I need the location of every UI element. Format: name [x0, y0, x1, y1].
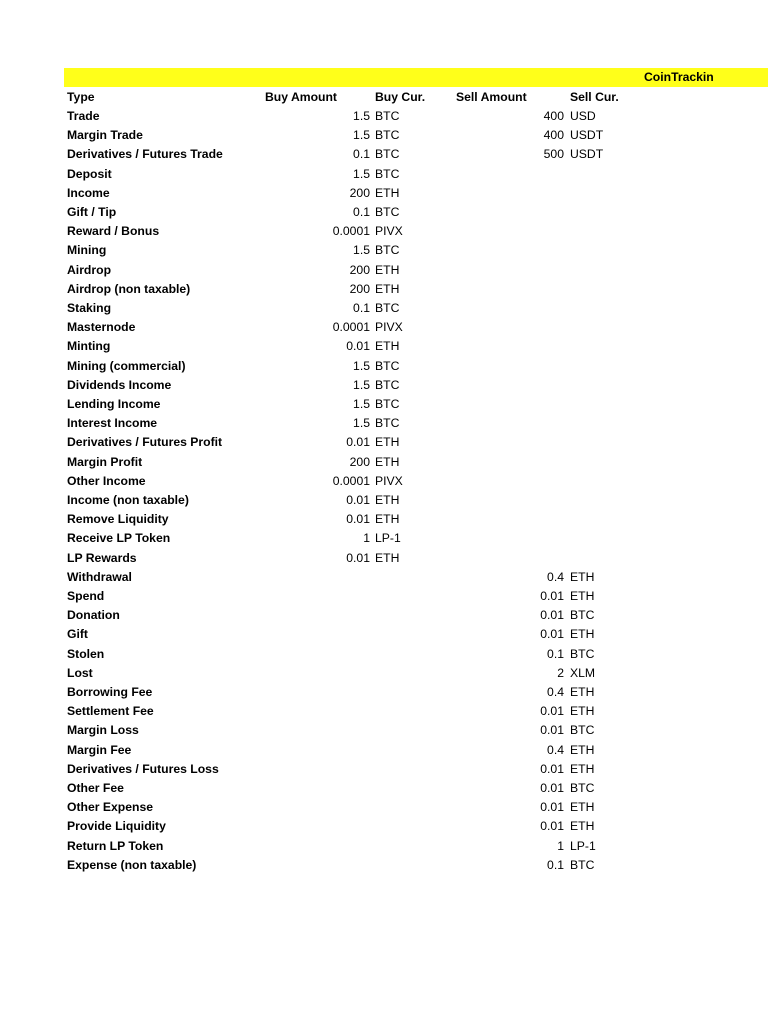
row-sell-cur: BTC [570, 781, 595, 795]
row-buy-amount: 0.01 [346, 339, 370, 354]
row-buy-amount: 0.1 [353, 205, 370, 219]
row-sell-amount: 0.1 [547, 646, 564, 661]
row-buy-amount: 200 [349, 454, 370, 469]
row-buy-cur: ETH [375, 435, 400, 450]
table-row [0, 741, 768, 760]
row-type: Reward / Bonus [67, 224, 160, 239]
row-type: Margin Profit [67, 454, 143, 469]
row-sell-amount: 0.01 [540, 800, 564, 815]
row-sell-cur: ETH [570, 704, 595, 719]
row-sell-amount: 0.1 [547, 857, 564, 872]
row-buy-amount: 0.01 [346, 512, 370, 527]
row-buy-cur: LP-1 [375, 531, 401, 546]
row-sell-cur: LP-1 [570, 838, 596, 853]
row-sell-amount: 0.01 [540, 781, 564, 795]
row-buy-cur: BTC [375, 147, 400, 162]
row-buy-cur: ETH [375, 493, 400, 507]
row-sell-amount: 400 [543, 109, 564, 123]
row-sell-amount: 0.4 [547, 742, 564, 757]
row-type: Margin Trade [67, 128, 143, 143]
row-buy-amount: 0.01 [346, 493, 370, 507]
row-sell-cur: ETH [570, 742, 595, 757]
header-buy-amount: Buy Amount [265, 90, 337, 104]
row-buy-cur: ETH [375, 262, 400, 277]
row-sell-amount: 0.4 [547, 569, 564, 584]
row-type: Spend [67, 589, 105, 603]
row-type: Derivatives / Futures Loss [67, 761, 219, 776]
row-buy-cur: PIVX [375, 473, 403, 488]
row-sell-amount: 0.4 [547, 685, 564, 699]
row-type: Minting [67, 339, 111, 354]
row-sell-cur: ETH [570, 589, 595, 603]
row-type: Lending Income [67, 397, 161, 411]
table-row [0, 318, 768, 337]
table-row [0, 337, 768, 356]
row-buy-amount: 200 [349, 185, 370, 200]
table-row [0, 587, 768, 606]
row-sell-cur: BTC [570, 608, 595, 623]
row-buy-cur: BTC [375, 397, 400, 411]
row-buy-amount: 200 [349, 262, 370, 277]
row-sell-amount: 0.01 [540, 589, 564, 603]
table-row [0, 529, 768, 548]
row-type: Income [67, 185, 110, 200]
header-buy-cur: Buy Cur. [375, 90, 426, 104]
table-row [0, 395, 768, 414]
row-type: Gift [67, 627, 88, 642]
row-type: Receive LP Token [67, 531, 171, 546]
row-sell-cur: USDT [570, 147, 604, 162]
row-buy-cur: ETH [375, 550, 400, 565]
table-row [0, 510, 768, 529]
row-buy-amount: 0.1 [353, 301, 370, 315]
row-type: Mining (commercial) [67, 358, 186, 373]
row-buy-amount: 0.0001 [332, 473, 370, 488]
row-buy-cur: BTC [375, 205, 400, 219]
row-sell-cur: XLM [570, 665, 596, 680]
row-buy-cur: PIVX [375, 320, 403, 335]
table-row [0, 702, 768, 721]
row-buy-amount: 0.1 [353, 147, 370, 162]
row-buy-cur: BTC [375, 416, 400, 431]
table-row [0, 165, 768, 184]
header-type: Type [67, 90, 95, 104]
table-row [0, 683, 768, 702]
row-type: Expense (non taxable) [67, 857, 197, 872]
table-row [0, 126, 768, 145]
table-row [0, 145, 768, 164]
table-row [0, 837, 768, 856]
table-row [0, 376, 768, 395]
table-row [0, 453, 768, 472]
row-type: Mining [67, 243, 107, 258]
row-type: Staking [67, 301, 112, 315]
row-type: Stolen [67, 646, 105, 661]
row-buy-amount: 0.01 [346, 550, 370, 565]
row-sell-amount: 500 [543, 147, 564, 162]
row-buy-cur: ETH [375, 281, 400, 296]
row-type: Airdrop (non taxable) [67, 281, 191, 296]
row-sell-cur: BTC [570, 646, 595, 661]
header-sell-cur: Sell Cur. [570, 90, 619, 104]
table-row [0, 625, 768, 644]
table-row [0, 760, 768, 779]
row-type: Trade [67, 109, 100, 123]
row-buy-amount: 1.5 [353, 397, 370, 411]
table-row [0, 203, 768, 222]
row-type: Lost [67, 665, 93, 680]
row-type: Borrowing Fee [67, 685, 153, 699]
row-sell-cur: ETH [570, 819, 595, 834]
row-type: Provide Liquidity [67, 819, 166, 834]
table-row [0, 241, 768, 260]
row-sell-amount: 1 [557, 838, 564, 853]
row-type: Settlement Fee [67, 704, 154, 719]
row-buy-cur: BTC [375, 128, 400, 143]
row-type: Margin Fee [67, 742, 132, 757]
row-type: Gift / Tip [67, 205, 117, 219]
row-type: Derivatives / Futures Profit [67, 435, 223, 450]
row-type: Withdrawal [67, 569, 132, 584]
row-buy-cur: BTC [375, 358, 400, 373]
table-row [0, 721, 768, 740]
row-sell-cur: ETH [570, 627, 595, 642]
table-row [0, 549, 768, 568]
row-buy-amount: 1.5 [353, 166, 370, 181]
row-buy-amount: 0.01 [346, 435, 370, 450]
row-type: Income (non taxable) [67, 493, 189, 507]
table-row [0, 357, 768, 376]
row-sell-amount: 0.01 [540, 627, 564, 642]
row-sell-amount: 2 [557, 665, 564, 680]
row-type: Airdrop [67, 262, 112, 277]
row-sell-cur: ETH [570, 685, 595, 699]
row-type: Derivatives / Futures Trade [67, 147, 223, 162]
row-buy-amount: 1.5 [353, 109, 370, 123]
row-buy-cur: BTC [375, 243, 400, 258]
row-buy-cur: ETH [375, 185, 400, 200]
row-buy-amount: 1.5 [353, 243, 370, 258]
table-row [0, 798, 768, 817]
row-type: Margin Loss [67, 723, 139, 738]
row-sell-amount: 0.01 [540, 704, 564, 719]
table-row [0, 568, 768, 587]
row-sell-cur: BTC [570, 723, 595, 738]
row-buy-amount: 200 [349, 281, 370, 296]
table-row [0, 779, 768, 798]
table-row [0, 472, 768, 491]
row-type: Interest Income [67, 416, 158, 431]
row-sell-cur: ETH [570, 800, 595, 815]
table-row [0, 299, 768, 318]
row-sell-cur: BTC [570, 857, 595, 872]
row-sell-cur: USD [570, 109, 596, 123]
row-buy-cur: BTC [375, 301, 400, 315]
row-sell-cur: ETH [570, 761, 595, 776]
row-sell-cur: ETH [570, 569, 595, 584]
row-sell-amount: 0.01 [540, 819, 564, 834]
row-type: LP Rewards [67, 550, 137, 565]
row-buy-cur: ETH [375, 454, 400, 469]
row-type: Other Expense [67, 800, 154, 815]
table-row [0, 856, 768, 875]
row-buy-cur: BTC [375, 166, 400, 181]
table-row [0, 107, 768, 126]
sheet-title: CoinTrackin [644, 70, 714, 84]
table-row [0, 280, 768, 299]
table-row [0, 645, 768, 664]
row-buy-cur: PIVX [375, 224, 403, 239]
row-type: Other Fee [67, 781, 124, 795]
table-row [0, 664, 768, 683]
table-row [0, 491, 768, 510]
row-sell-amount: 0.01 [540, 723, 564, 738]
row-buy-amount: 1 [363, 531, 370, 546]
table-row [0, 433, 768, 452]
table-row [0, 414, 768, 433]
row-buy-cur: ETH [375, 512, 400, 527]
row-sell-amount: 400 [543, 128, 564, 143]
row-type: Dividends Income [67, 377, 172, 392]
table-row [0, 606, 768, 625]
table-row [0, 817, 768, 836]
row-sell-amount: 0.01 [540, 608, 564, 623]
table-row [0, 261, 768, 280]
row-sell-amount: 0.01 [540, 761, 564, 776]
table-row [0, 184, 768, 203]
row-buy-amount: 1.5 [353, 358, 370, 373]
row-buy-amount: 1.5 [353, 416, 370, 431]
row-type: Remove Liquidity [67, 512, 169, 527]
row-type: Donation [67, 608, 120, 623]
row-type: Return LP Token [67, 838, 164, 853]
title-banner [64, 68, 768, 87]
row-buy-cur: ETH [375, 339, 400, 354]
header-row [0, 88, 768, 107]
row-type: Deposit [67, 166, 112, 181]
row-buy-amount: 0.0001 [332, 320, 370, 335]
header-sell-amount: Sell Amount [456, 90, 527, 104]
row-type: Other Income [67, 473, 146, 488]
row-sell-cur: USDT [570, 128, 604, 143]
row-buy-amount: 0.0001 [332, 224, 370, 239]
row-buy-cur: BTC [375, 377, 400, 392]
row-type: Masternode [67, 320, 136, 335]
row-buy-amount: 1.5 [353, 377, 370, 392]
row-buy-amount: 1.5 [353, 128, 370, 143]
table-row [0, 222, 768, 241]
row-buy-cur: BTC [375, 109, 400, 123]
